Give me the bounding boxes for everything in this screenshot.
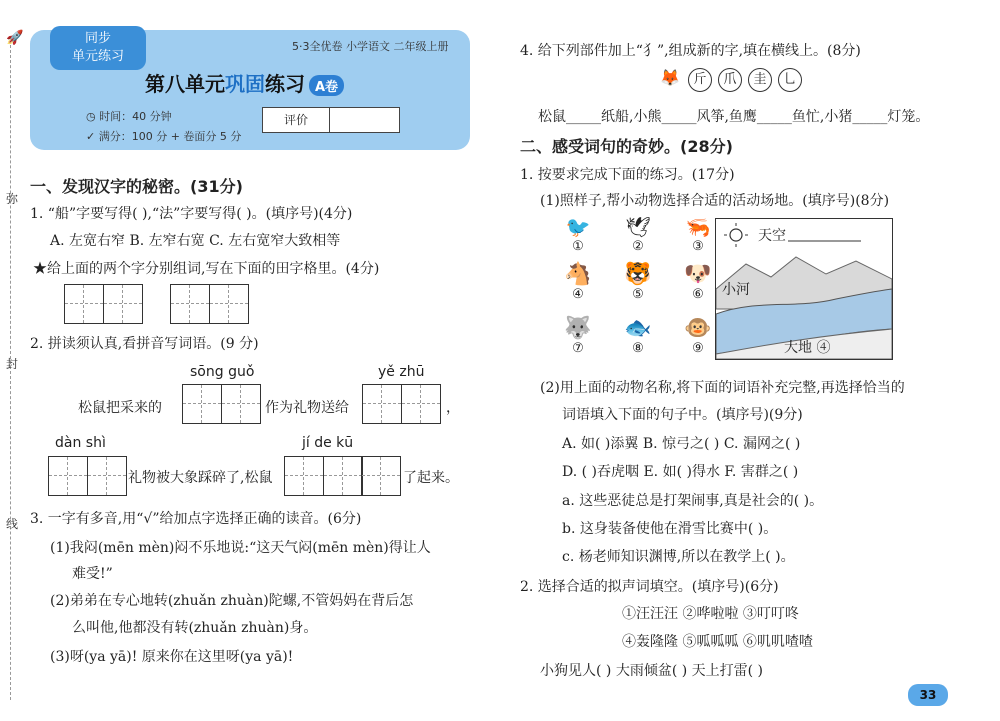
q3-prompt: 3. 一字有多音,用“√”给加点字选择正确的读音。(6分) (30, 511, 362, 527)
q4-fill-line[interactable]: 松鼠_____纸船,小熊_____风筝,鱼鹰_____鱼忙,小猪_____灯笼。 (538, 109, 930, 125)
habitat-scene (715, 218, 893, 360)
pinyin-grid-1[interactable] (182, 384, 259, 424)
animal-label-1: ① (572, 239, 584, 254)
seal-char-3: 线 (6, 517, 19, 531)
scene-river-label: 小河 (722, 282, 750, 298)
idiom-options-row-1[interactable]: A. 如( )添翼 B. 惊弓之( ) C. 漏网之( ) (562, 436, 801, 452)
unit-tag (50, 26, 146, 70)
pinyin-1: sōng guǒ (190, 364, 255, 380)
animal-label-4: ④ (572, 287, 584, 302)
animal-label-7: ⑦ (572, 341, 584, 356)
pinyin-2: yě zhū (378, 364, 425, 380)
bird-icon: 🐦 ① (558, 215, 598, 255)
answer-grid-1[interactable] (64, 284, 141, 324)
idiom-options-row-2[interactable]: D. ( )吞虎咽 E. 如( )得水 F. 害群之( ) (562, 464, 799, 480)
wolf-icon: 🐺 ⑦ (558, 316, 598, 356)
time-info (86, 108, 172, 124)
q3-item-3: (3)呀(ya yā)! 原来你在这里呀(ya yā)! (50, 649, 294, 665)
title-highlight: 巩固 (225, 72, 265, 96)
q3-item-2b: 么叫他,他都没有转(zhuǎn zhuàn)身。 (72, 620, 318, 636)
evaluation-box[interactable] (262, 107, 400, 133)
monkey-icon: 🐵 ⑨ (678, 316, 718, 356)
q2-prompt: 2. 拼读须认真,看拼音写词语。(9 分) (30, 336, 259, 352)
tag-line-1: 同步 (84, 31, 111, 46)
s2-q1-prompt: 1. 按要求完成下面的练习。(17分) (520, 167, 735, 183)
series-label: 5·3全优卷 小学语文 二年级上册 (292, 40, 449, 53)
fish-icon: 🐟 ⑧ (618, 316, 658, 356)
tag-line-2: 单元练习 (71, 49, 124, 64)
q2-line-1a: 松鼠把采来的 (78, 400, 162, 416)
q4-prompt: 4. 给下列部件加上“犭”,组成新的字,填在横线上。(8分) (520, 43, 861, 59)
time-text: 时间：40 分钟 (99, 110, 172, 123)
pinyin-4: jí de kū (302, 435, 354, 451)
answer-grid-2[interactable] (170, 284, 247, 324)
pinyin-grid-4[interactable] (284, 456, 400, 496)
title-suffix: 练习 (265, 72, 305, 96)
page-number: 33 (908, 684, 948, 706)
s2-q1-1: (1)照样子,帮小动物选择合适的活动场地。(填序号)(8分) (540, 193, 890, 209)
pinyin-grid-3[interactable] (48, 456, 125, 496)
animal-label-2: ② (632, 239, 644, 254)
horse-icon: 🐴 ④ (558, 262, 598, 302)
rocket-icon: 🚀 (6, 30, 24, 46)
pinyin-3: dàn shì (55, 435, 106, 451)
clock-icon: ◷ (86, 110, 100, 123)
q2-line-2a: 礼物被大象踩碎了,松鼠 (128, 470, 273, 486)
animal-label-6: ⑥ (692, 287, 704, 302)
page-title (145, 68, 344, 97)
s2-q2-prompt: 2. 选择合适的拟声词填空。(填序号)(6分) (520, 579, 779, 595)
onomatopoeia-row-1: ①汪汪汪 ②哗啦啦 ③叮叮咚 (622, 606, 799, 622)
s2-q1-2a: (2)用上面的动物名称,将下面的词语补充完整,再选择恰当的 (540, 380, 905, 396)
binding-margin (0, 0, 26, 721)
onomatopoeia-fill-line[interactable]: 小狗见人( ) 大雨倾盆( ) 天上打雷( ) (540, 663, 764, 679)
q3-item-1b: 难受!” (72, 566, 113, 582)
part-2: 爪 (718, 68, 742, 92)
sentence-b[interactable]: b. 这身装备使他在滑雪比赛中( )。 (562, 521, 778, 537)
part-3: 圭 (748, 68, 772, 92)
seal-char-1: 弥 (6, 192, 19, 206)
header-banner (30, 30, 470, 150)
swallow-icon: 🕊 ② (618, 215, 658, 255)
score-info (86, 128, 241, 144)
q2-line-2b: 了起来。 (403, 470, 459, 486)
animal-label-5: ⑤ (632, 287, 644, 302)
s2-q1-2b: 词语填入下面的句子中。(填序号)(9分) (562, 407, 803, 423)
sentence-a[interactable]: a. 这些恶徒总是打架闹事,真是社会的( )。 (562, 493, 824, 509)
q2-line-1b: 作为礼物送给 (265, 400, 349, 416)
scene-land-label: 大地 ④ (784, 340, 831, 356)
part-1: 斤 (688, 68, 712, 92)
check-icon: ✓ (86, 130, 99, 143)
score-text: 满分：100 分 + 卷面分 5 分 (98, 130, 242, 143)
sentence-c[interactable]: c. 杨老师知识渊博,所以在教学上( )。 (562, 549, 795, 565)
scene-sky-label: 天空 (758, 228, 786, 244)
title-prefix: 第八单元 (145, 72, 225, 96)
tiger-icon: 🐯 ⑤ (618, 262, 658, 302)
pinyin-grid-2[interactable] (362, 384, 439, 424)
onomatopoeia-row-2: ④轰隆隆 ⑤呱呱呱 ⑥叽叽喳喳 (622, 634, 813, 650)
animal-label-3: ③ (692, 239, 704, 254)
dog-icon: 🐶 ⑥ (678, 262, 718, 302)
q3-item-1a: (1)我闷(mēn mèn)闷不乐地说:“这天气闷(mēn mèn)得让人 (50, 540, 431, 556)
section-2-heading: 二、感受词句的奇妙。(28分) (520, 137, 733, 156)
q1-prompt: 1. “船”字要写得( ),“法”字要写得( )。(填序号)(4分) (30, 206, 353, 222)
animal-label-9: ⑨ (692, 341, 704, 356)
q2-comma: ， (446, 400, 460, 416)
q1-star-task: ★给上面的两个字分别组词,写在下面的田字格里。(4分) (33, 261, 380, 277)
version-badge: A卷 (309, 75, 344, 96)
animal-head-icon: 🦊 (660, 68, 680, 87)
shrimp-icon: 🦐 ③ (678, 215, 718, 255)
q3-item-2a: (2)弟弟在专心地转(zhuǎn zhuàn)陀螺,不管妈妈在背后怎 (50, 593, 414, 609)
evaluation-label: 评价 (263, 108, 330, 132)
q1-options: A. 左宽右窄 B. 左窄右宽 C. 左右宽窄大致相等 (50, 233, 341, 249)
seal-char-2: 封 (6, 357, 19, 371)
parts-row (660, 68, 805, 92)
part-4: 乚 (778, 68, 802, 92)
animal-label-8: ⑧ (632, 341, 644, 356)
section-1-heading: 一、发现汉字的秘密。(31分) (30, 177, 243, 196)
